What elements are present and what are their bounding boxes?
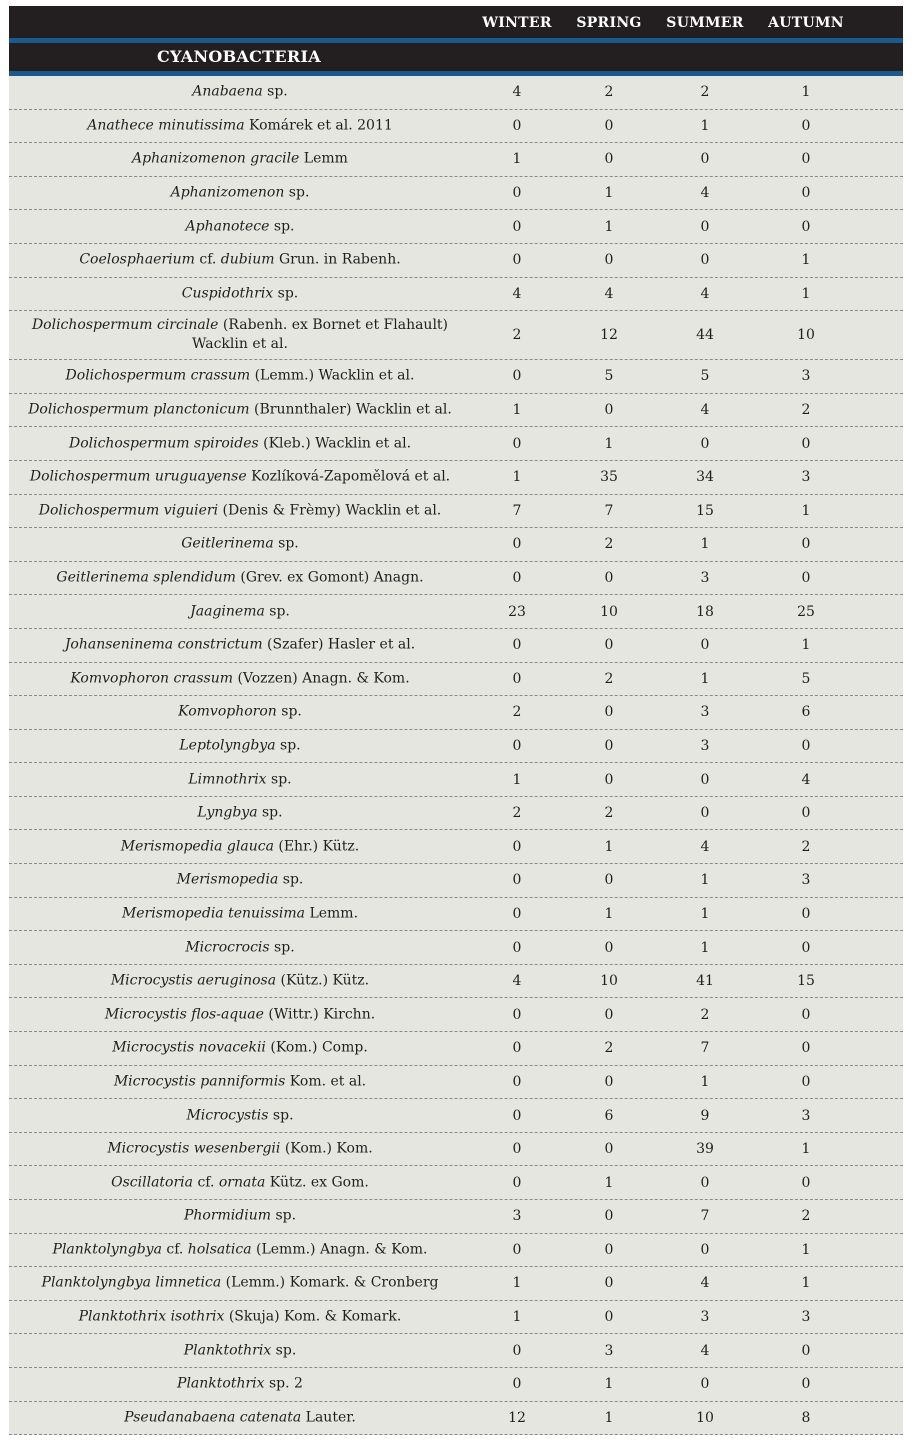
count-autumn: 0	[801, 1073, 811, 1090]
table-row	[9, 965, 903, 999]
count-autumn: 0	[801, 218, 811, 235]
count-autumn: 0	[801, 737, 811, 754]
count-winter: 2	[512, 805, 522, 822]
count-winter: 0	[512, 1241, 522, 1258]
table-row	[9, 110, 903, 144]
count-spring: 0	[604, 771, 614, 788]
count-autumn: 0	[801, 151, 811, 168]
table-row	[9, 562, 903, 596]
count-summer: 4	[700, 285, 710, 302]
table-row	[9, 143, 903, 177]
table-row	[9, 898, 903, 932]
table-row	[9, 461, 903, 495]
count-spring: 0	[604, 1241, 614, 1258]
count-winter: 0	[512, 252, 522, 269]
count-autumn: 4	[801, 771, 811, 788]
count-winter: 0	[512, 1107, 522, 1124]
count-winter: 4	[512, 285, 522, 302]
count-spring: 0	[604, 737, 614, 754]
table-row	[9, 1166, 903, 1200]
count-summer: 10	[696, 1409, 714, 1426]
species-name: Jaaginema sp.	[190, 603, 290, 620]
count-summer: 0	[700, 771, 710, 788]
count-autumn: 0	[801, 805, 811, 822]
count-autumn: 0	[801, 1006, 811, 1023]
count-summer: 1	[700, 872, 710, 889]
table-row	[9, 427, 903, 461]
species-name: Anathece minutissima Komárek et al. 2011	[87, 117, 393, 134]
count-summer: 2	[700, 84, 710, 101]
count-autumn: 15	[797, 973, 815, 990]
table-row	[9, 528, 903, 562]
table-body	[9, 76, 903, 1435]
count-spring: 2	[604, 84, 614, 101]
count-autumn: 0	[801, 117, 811, 134]
count-winter: 4	[512, 973, 522, 990]
count-autumn: 2	[801, 1208, 811, 1225]
count-spring: 6	[604, 1107, 614, 1124]
table-row	[9, 763, 903, 797]
species-name: Aphanizomenon gracile Lemm	[132, 150, 348, 167]
table-row	[9, 278, 903, 312]
species-name: Microcystis wesenbergii (Kom.) Kom.	[107, 1140, 373, 1157]
count-summer: 34	[696, 469, 714, 486]
species-name: Geitlerinema sp.	[181, 535, 299, 552]
count-autumn: 3	[801, 368, 811, 385]
count-autumn: 1	[801, 1141, 811, 1158]
table-row	[9, 864, 903, 898]
count-spring: 1	[604, 1174, 614, 1191]
count-summer: 7	[700, 1040, 710, 1057]
count-winter: 0	[512, 737, 522, 754]
count-winter: 1	[512, 771, 522, 788]
count-spring: 0	[604, 402, 614, 419]
table-row	[9, 1334, 903, 1368]
species-table	[9, 6, 903, 1435]
table-row	[9, 177, 903, 211]
count-autumn: 3	[801, 1309, 811, 1326]
count-winter: 0	[512, 1040, 522, 1057]
count-winter: 1	[512, 151, 522, 168]
count-winter: 1	[512, 1275, 522, 1292]
count-spring: 3	[604, 1342, 614, 1359]
count-spring: 1	[604, 185, 614, 202]
count-spring: 0	[604, 704, 614, 721]
count-spring: 0	[604, 1073, 614, 1090]
count-summer: 1	[700, 117, 710, 134]
count-autumn: 1	[801, 1241, 811, 1258]
table-row	[9, 1301, 903, 1335]
count-spring: 1	[604, 435, 614, 452]
species-name: Geitlerinema splendidum (Grev. ex Gomont) Anagn.	[56, 569, 424, 586]
count-summer: 0	[700, 252, 710, 269]
count-winter: 0	[512, 637, 522, 654]
species-name: Dolichospermum crassum (Lemm.) Wacklin et al.	[65, 367, 415, 384]
table-row	[9, 1200, 903, 1234]
count-spring: 2	[604, 1040, 614, 1057]
count-summer: 3	[700, 570, 710, 587]
count-spring: 10	[600, 973, 618, 990]
count-summer: 4	[700, 402, 710, 419]
count-summer: 3	[700, 737, 710, 754]
count-winter: 1	[512, 469, 522, 486]
count-spring: 0	[604, 939, 614, 956]
count-winter: 1	[512, 402, 522, 419]
species-name: Planktothrix sp. 2	[177, 1375, 303, 1392]
count-winter: 3	[512, 1208, 522, 1225]
table-row	[9, 931, 903, 965]
species-name: Cuspidothrix sp.	[181, 285, 299, 302]
count-autumn: 0	[801, 1342, 811, 1359]
species-name: Planktolyngbya cf. holsatica (Lemm.) Anagn. & Kom.	[52, 1241, 428, 1258]
count-autumn: 5	[801, 670, 811, 687]
table-row	[9, 998, 903, 1032]
species-name: Leptolyngbya sp.	[179, 737, 301, 754]
species-name: Phormidium sp.	[183, 1207, 297, 1224]
species-name: Microcystis sp.	[186, 1107, 294, 1124]
table-row	[9, 1402, 903, 1436]
table-row	[9, 629, 903, 663]
count-summer: 1	[700, 536, 710, 553]
count-winter: 0	[512, 670, 522, 687]
species-name: Microcystis flos-aquae (Wittr.) Kirchn.	[104, 1006, 376, 1023]
count-summer: 7	[700, 1208, 710, 1225]
count-spring: 0	[604, 252, 614, 269]
species-name: Microcystis aeruginosa (Kütz.) Kütz.	[110, 972, 370, 989]
count-spring: 0	[604, 1208, 614, 1225]
count-spring: 1	[604, 1376, 614, 1393]
count-spring: 0	[604, 151, 614, 168]
count-summer: 5	[700, 368, 710, 385]
table-row	[9, 495, 903, 529]
species-name: Coelosphaerium cf. dubium Grun. in Rabenh.	[79, 251, 401, 268]
count-winter: 0	[512, 435, 522, 452]
count-autumn: 10	[797, 327, 815, 344]
count-summer: 1	[700, 939, 710, 956]
count-autumn: 0	[801, 536, 811, 553]
count-summer: 15	[696, 502, 714, 519]
count-summer: 44	[696, 327, 714, 344]
count-autumn: 0	[801, 939, 811, 956]
count-winter: 0	[512, 117, 522, 134]
species-name: Dolichospermum spiroides (Kleb.) Wacklin et al.	[68, 435, 412, 452]
count-winter: 0	[512, 1141, 522, 1158]
count-autumn: 8	[801, 1409, 811, 1426]
count-spring: 0	[604, 1309, 614, 1326]
count-summer: 4	[700, 838, 710, 855]
count-winter: 2	[512, 704, 522, 721]
species-name: Dolichospermum viguieri (Denis & Frèmy) Wacklin et al.	[38, 502, 442, 519]
count-autumn: 1	[801, 252, 811, 269]
species-name: Merismopedia glauca (Ehr.) Kütz.	[120, 838, 360, 855]
count-summer: 0	[700, 218, 710, 235]
count-winter: 0	[512, 905, 522, 922]
count-spring: 2	[604, 670, 614, 687]
count-winter: 23	[508, 603, 526, 620]
table-row	[9, 830, 903, 864]
count-summer: 39	[696, 1141, 714, 1158]
species-name: Aphanizomenon sp.	[170, 184, 310, 201]
count-autumn: 3	[801, 469, 811, 486]
count-autumn: 25	[797, 603, 815, 620]
table-row	[9, 1267, 903, 1301]
count-winter: 4	[512, 84, 522, 101]
table-row	[9, 730, 903, 764]
table-row	[9, 1066, 903, 1100]
count-spring: 0	[604, 872, 614, 889]
species-name: Planktothrix sp.	[183, 1342, 297, 1359]
table-row	[9, 394, 903, 428]
count-winter: 0	[512, 1376, 522, 1393]
count-spring: 0	[604, 637, 614, 654]
count-winter: 2	[512, 327, 522, 344]
species-name: Planktolyngbya limnetica (Lemm.) Komark. & Cronberg	[41, 1274, 439, 1291]
count-winter: 12	[508, 1409, 526, 1426]
col-autumn: AUTUMN	[768, 15, 844, 31]
count-spring: 0	[604, 570, 614, 587]
count-spring: 12	[600, 327, 618, 344]
count-autumn: 0	[801, 1040, 811, 1057]
count-autumn: 3	[801, 872, 811, 889]
count-summer: 0	[700, 435, 710, 452]
species-name: Microcystis panniformis Kom. et al.	[113, 1073, 367, 1090]
count-spring: 0	[604, 1006, 614, 1023]
count-summer: 3	[700, 1309, 710, 1326]
count-autumn: 2	[801, 402, 811, 419]
species-name: Oscillatoria cf. ornata Kütz. ex Gom.	[111, 1174, 369, 1191]
column-header-bar	[9, 6, 903, 38]
count-summer: 0	[700, 1174, 710, 1191]
count-spring: 7	[604, 502, 614, 519]
count-summer: 0	[700, 1376, 710, 1393]
count-autumn: 0	[801, 435, 811, 452]
species-name: Aphanotece sp.	[185, 218, 295, 235]
species-name: Microcystis novacekii (Kom.) Comp.	[112, 1039, 368, 1056]
count-winter: 0	[512, 368, 522, 385]
count-spring: 1	[604, 838, 614, 855]
count-summer: 1	[700, 670, 710, 687]
count-autumn: 0	[801, 185, 811, 202]
count-winter: 7	[512, 502, 522, 519]
count-spring: 0	[604, 117, 614, 134]
species-name: Merismopedia sp.	[176, 871, 304, 888]
count-winter: 0	[512, 1073, 522, 1090]
count-winter: 1	[512, 1309, 522, 1326]
species-name: Microcrocis sp.	[185, 939, 295, 956]
count-autumn: 0	[801, 1174, 811, 1191]
table-row	[9, 696, 903, 730]
count-autumn: 6	[801, 704, 811, 721]
count-autumn: 3	[801, 1107, 811, 1124]
table-row	[9, 797, 903, 831]
count-autumn: 2	[801, 838, 811, 855]
table-row	[9, 210, 903, 244]
table-row	[9, 663, 903, 697]
count-spring: 4	[604, 285, 614, 302]
table-row	[9, 360, 903, 394]
count-autumn: 0	[801, 1376, 811, 1393]
count-winter: 0	[512, 570, 522, 587]
species-name: Komvophoron sp.	[178, 703, 302, 720]
count-summer: 2	[700, 1006, 710, 1023]
count-winter: 0	[512, 185, 522, 202]
count-spring: 0	[604, 1275, 614, 1292]
species-name: Dolichospermum circinale (Rabenh. ex Bornet et Flahault) Wacklin et al.	[31, 317, 449, 353]
count-winter: 0	[512, 1342, 522, 1359]
count-autumn: 1	[801, 637, 811, 654]
count-spring: 0	[604, 1141, 614, 1158]
count-spring: 2	[604, 805, 614, 822]
count-spring: 1	[604, 905, 614, 922]
table-row	[9, 244, 903, 278]
table-row	[9, 1032, 903, 1066]
count-summer: 4	[700, 1275, 710, 1292]
species-name: Merismopedia tenuissima Lemm.	[121, 905, 359, 922]
species-name: Komvophoron crassum (Vozzen) Anagn. & Kom.	[70, 670, 410, 687]
species-name: Planktothrix isothrix (Skuja) Kom. & Komark.	[78, 1308, 402, 1325]
count-autumn: 1	[801, 285, 811, 302]
count-autumn: 1	[801, 1275, 811, 1292]
table-row	[9, 595, 903, 629]
count-winter: 0	[512, 838, 522, 855]
count-summer: 0	[700, 805, 710, 822]
count-winter: 0	[512, 872, 522, 889]
count-spring: 5	[604, 368, 614, 385]
count-summer: 4	[700, 1342, 710, 1359]
species-name: Johanseninema constrictum (Szafer) Hasler et al.	[64, 636, 416, 653]
species-name: Dolichospermum uruguayense Kozlíková-Zapomělová et al.	[29, 468, 451, 485]
col-winter: WINTER	[482, 15, 552, 31]
count-spring: 1	[604, 218, 614, 235]
count-autumn: 1	[801, 502, 811, 519]
section-bar	[9, 43, 903, 71]
species-name: Dolichospermum planctonicum (Brunnthaler) Wacklin et al.	[28, 401, 452, 418]
count-summer: 0	[700, 637, 710, 654]
count-autumn: 0	[801, 570, 811, 587]
count-summer: 4	[700, 185, 710, 202]
count-winter: 0	[512, 1006, 522, 1023]
table-row	[9, 1368, 903, 1402]
count-autumn: 1	[801, 84, 811, 101]
col-summer: SUMMER	[666, 15, 744, 31]
count-summer: 3	[700, 704, 710, 721]
count-summer: 0	[700, 1241, 710, 1258]
count-summer: 0	[700, 151, 710, 168]
count-spring: 2	[604, 536, 614, 553]
species-name: Pseudanabaena catenata Lauter.	[124, 1409, 356, 1426]
table-row	[9, 1133, 903, 1167]
count-winter: 0	[512, 1174, 522, 1191]
table-row	[9, 1234, 903, 1268]
species-name: Limnothrix sp.	[188, 771, 292, 788]
table-row	[9, 311, 903, 360]
species-name: Lyngbya sp.	[197, 804, 283, 821]
count-summer: 1	[700, 905, 710, 922]
count-summer: 9	[700, 1107, 710, 1124]
table-row	[9, 76, 903, 110]
table-row	[9, 1099, 903, 1133]
count-winter: 0	[512, 939, 522, 956]
section-title: CYANOBACTERIA	[157, 47, 321, 66]
count-summer: 1	[700, 1073, 710, 1090]
count-winter: 0	[512, 536, 522, 553]
species-name: Anabaena sp.	[192, 83, 288, 100]
count-spring: 35	[600, 469, 618, 486]
count-spring: 1	[604, 1409, 614, 1426]
col-spring: SPRING	[576, 15, 642, 31]
count-summer: 41	[696, 973, 714, 990]
count-spring: 10	[600, 603, 618, 620]
count-winter: 0	[512, 218, 522, 235]
count-autumn: 0	[801, 905, 811, 922]
count-summer: 18	[696, 603, 714, 620]
